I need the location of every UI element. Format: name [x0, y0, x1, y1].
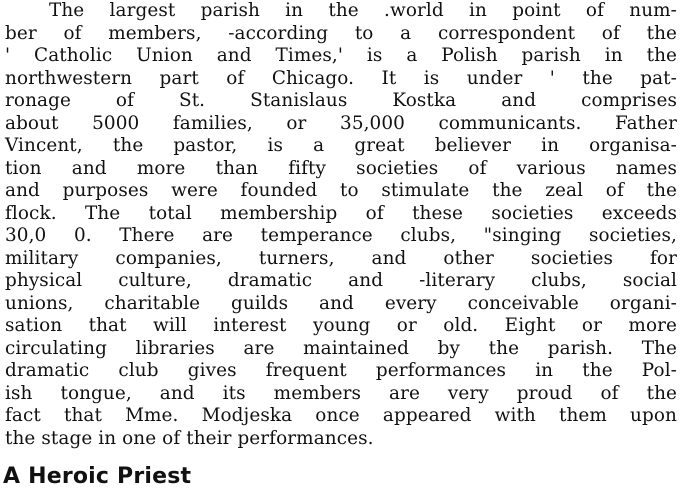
- article-line: Vincent, the pastor, is a great believer in organisa-: [5, 135, 677, 156]
- article-line: ber of members, -according to a correspondent of the: [5, 22, 677, 44]
- article-line: The largest parish in the .world in point of num-: [49, 0, 677, 21]
- article-line: the stage in one of their performances.: [5, 427, 374, 449]
- article-line: flock. The total membership of these societies exceeds: [5, 202, 677, 224]
- article-line: ronage of St. Stanislaus Kostka and comprises: [5, 90, 677, 111]
- article-line: dramatic club gives frequent performances in the Pol-: [5, 360, 677, 381]
- section-heading: A Heroic Priest: [3, 464, 192, 488]
- article-line: tion and more than fifty societies of various names: [5, 157, 677, 179]
- article-line: physical culture, dramatic and -literary clubs, social: [5, 270, 677, 291]
- article-line: sation that will interest young or old. Eight or more: [5, 315, 677, 336]
- article-line: ish tongue, and its members are very proud of the: [5, 382, 677, 404]
- article-line: 30,0 0. There are temperance clubs, "singing societies,: [5, 225, 677, 246]
- article-line: circulating libraries are maintained by the parish. The: [5, 337, 677, 359]
- article-line: and purposes were founded to stimulate the zeal of the: [5, 180, 677, 201]
- article-line: unions, charitable guilds and every conceivable organi-: [5, 292, 677, 314]
- article-line: military companies, turners, and other societies for: [5, 247, 677, 269]
- article-line: fact that Mme. Modjeska once appeared with them upon: [5, 405, 677, 426]
- article-body: [5, 0, 677, 450]
- article-line: ' Catholic Union and Times,' is a Polish parish in the: [5, 45, 677, 66]
- article-line: northwestern part of Chicago. It is under ' the pat-: [5, 67, 677, 89]
- article-line: about 5000 families, or 35,000 communicants. Father: [5, 112, 677, 134]
